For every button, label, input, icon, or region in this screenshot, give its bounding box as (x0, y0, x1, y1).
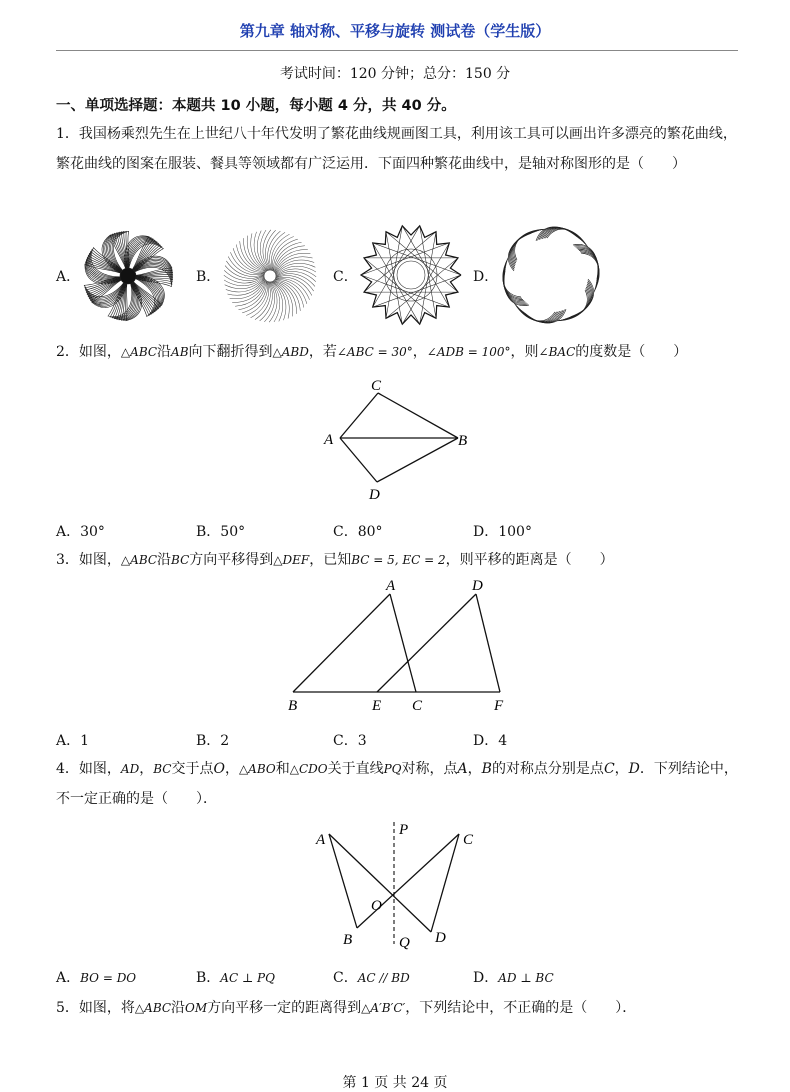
q4-t5: 和 (275, 761, 290, 777)
q4-option-b-letter: B． (196, 970, 221, 986)
q5-t4: ，下列结论中，不正确的是（ ）． (405, 1000, 637, 1016)
q4-option-c-math: AC // BD (357, 971, 410, 985)
q5-om: OM (185, 1001, 208, 1015)
flower-curve-d-image (496, 222, 606, 328)
q3-edge-ed (377, 594, 476, 692)
q2-t2: 向下翻折得到 (188, 344, 273, 360)
q4-t6: 关于直线 (327, 761, 384, 777)
q4-label-d: D (435, 930, 446, 946)
q3-t3: 方向平移得到 (189, 552, 274, 568)
q2-label-a: A (324, 432, 334, 448)
question-1-text: 1．我国杨乘烈先生在上世纪八十年代发明了繁花曲线规画图工具，利用该工具可以画出许多漂亮的繁花曲线，繁花曲线的图案在服装、餐具等领域都有广泛运用．下面四种繁花曲线中，是轴对称图形的是（ ） (56, 126, 737, 172)
question-5-text (56, 993, 740, 1023)
q3-label-c: C (412, 698, 423, 714)
q3-label-a: A (386, 578, 396, 594)
q4-t8: ， (467, 761, 482, 777)
q2-label-c: C (371, 378, 382, 394)
q4-option-d-letter: D． (473, 970, 499, 986)
q3-triangle-abc: △ABC (120, 553, 158, 567)
q3-t2: 沿 (157, 552, 172, 568)
q4-t3: 交于点 (171, 761, 214, 777)
q4-option-a-math: BO = DO (80, 971, 137, 985)
q2-ab: AB (171, 345, 189, 359)
q4-label-a: A (316, 832, 326, 848)
q3-option-a: A．1 (56, 733, 90, 749)
q2-option-b: B．50° (196, 524, 246, 540)
q4-label-q: Q (399, 935, 410, 951)
question-4-text (56, 754, 740, 814)
q3-edge-ac (390, 594, 416, 692)
q2-triangle-abd: △ABD (272, 345, 309, 359)
q4-option-b-math: AC ⊥ PQ (220, 971, 275, 985)
q4-t1: 4．如图， (56, 761, 121, 777)
q4-triangle-cdo: △CDO (289, 762, 328, 776)
q2-option-d: D．100° (473, 524, 532, 540)
q3-t5: ，则平移的距离是（ ） (445, 552, 614, 568)
q2-t3: ，若 (308, 344, 337, 360)
q4-t10: ， (614, 761, 629, 777)
q2-label-b: B (458, 433, 468, 449)
q4-label-p: P (399, 822, 409, 838)
question-3-text (56, 545, 740, 575)
flower-curve-c-image (358, 222, 464, 328)
q4-b: B (481, 761, 492, 777)
q4-c: C (603, 761, 615, 777)
q4-edge-cd (431, 834, 459, 932)
page-footer: 第 1 页 共 24 页 (342, 1075, 448, 1091)
q4-t11: ．下列结论中，不一定正确的是（ ）． (56, 761, 738, 807)
flower-curve-b-image (220, 228, 320, 324)
q4-label-b: B (343, 932, 353, 948)
q3-label-e: E (372, 698, 382, 714)
q4-t4: ， (224, 761, 239, 777)
q1-option-a: A． (56, 269, 81, 285)
q4-d: D (628, 761, 640, 777)
q4-o: O (213, 761, 225, 777)
q2-angle-adb: ∠ADB = 100° (426, 345, 511, 359)
document-header: 第九章 轴对称、平移与旋转 测试卷（学生版） (239, 22, 551, 40)
q4-diagram (305, 816, 485, 956)
q3-option-c: C．3 (333, 733, 367, 749)
q3-triangle-def: △DEF (273, 553, 310, 567)
q2-edge-cb (378, 393, 458, 438)
q4-ad: AD (120, 762, 140, 776)
exam-info: 考试时间：120 分钟；总分：150 分 (279, 66, 511, 82)
q3-edge-df (476, 594, 500, 692)
q4-option-d (473, 967, 554, 987)
q5-t2: 沿 (171, 1000, 186, 1016)
q3-edge-ba (293, 594, 390, 692)
q4-bc: BC (153, 762, 172, 776)
q3-diagram (280, 576, 520, 716)
q1-option-c: C． (333, 269, 358, 285)
q2-option-a: A．30° (56, 524, 105, 540)
q2-diagram (320, 372, 480, 506)
q2-edge-db (377, 438, 458, 482)
q2-t4: ， (412, 344, 427, 360)
q4-option-c (333, 967, 410, 987)
q2-t0: 2．如图， (56, 344, 121, 360)
q4-a: A (457, 761, 468, 777)
q3-equation: BC = 5, EC = 2 (351, 553, 446, 567)
q3-option-d: D．4 (473, 733, 508, 749)
q4-t9: 的对称点分别是点 (491, 761, 604, 777)
q2-t6: 的度数是（ ） (575, 344, 688, 360)
q2-triangle-abc: △ABC (120, 345, 158, 359)
q3-label-f: F (494, 698, 504, 714)
q1-option-b: B． (196, 269, 221, 285)
q5-triangle-abc-prime: △A′B′C′ (361, 1001, 406, 1015)
q4-label-o: O (371, 898, 382, 914)
q4-option-a-letter: A． (56, 970, 81, 986)
q4-t7: 对称，点 (401, 761, 458, 777)
q4-option-c-letter: C． (333, 970, 358, 986)
q4-label-c: C (463, 832, 474, 848)
q4-t2: ， (139, 761, 154, 777)
q5-t3: 方向平移一定的距离得到 (207, 1000, 362, 1016)
q5-t1: 5．如图，将 (56, 1000, 135, 1016)
q2-angle-abc: ∠ABC = 30° (336, 345, 413, 359)
q2-t5: ，则 (510, 344, 539, 360)
q4-option-a (56, 967, 136, 987)
q2-angle-bac: ∠BAC (538, 345, 576, 359)
q3-label-d: D (472, 578, 483, 594)
flower-curve-a-image (80, 228, 176, 324)
q2-edge-ac (340, 393, 378, 438)
q2-t1: 沿 (157, 344, 172, 360)
q3-label-b: B (288, 698, 298, 714)
q4-option-d-math: AD ⊥ BC (498, 971, 554, 985)
q3-bc: BC (171, 553, 190, 567)
q3-t1: 3．如图， (56, 552, 121, 568)
header-divider (56, 50, 738, 51)
q4-triangle-abo: △ABO (238, 762, 276, 776)
q5-triangle-abc: △ABC (134, 1001, 172, 1015)
question-2-text (56, 337, 740, 367)
q4-edge-ad (329, 834, 431, 932)
q3-t4: ，已知 (309, 552, 352, 568)
q2-option-c: C．80° (333, 524, 383, 540)
q4-option-b (196, 967, 275, 987)
q2-label-d: D (369, 487, 380, 503)
q4-pq: PQ (383, 762, 402, 776)
q2-edge-ad (340, 438, 377, 482)
q3-option-b: B．2 (196, 733, 230, 749)
q1-option-d: D． (473, 269, 499, 285)
section-title: 一、单项选择题：本题共 10 小题，每小题 4 分，共 40 分。 (56, 98, 456, 114)
